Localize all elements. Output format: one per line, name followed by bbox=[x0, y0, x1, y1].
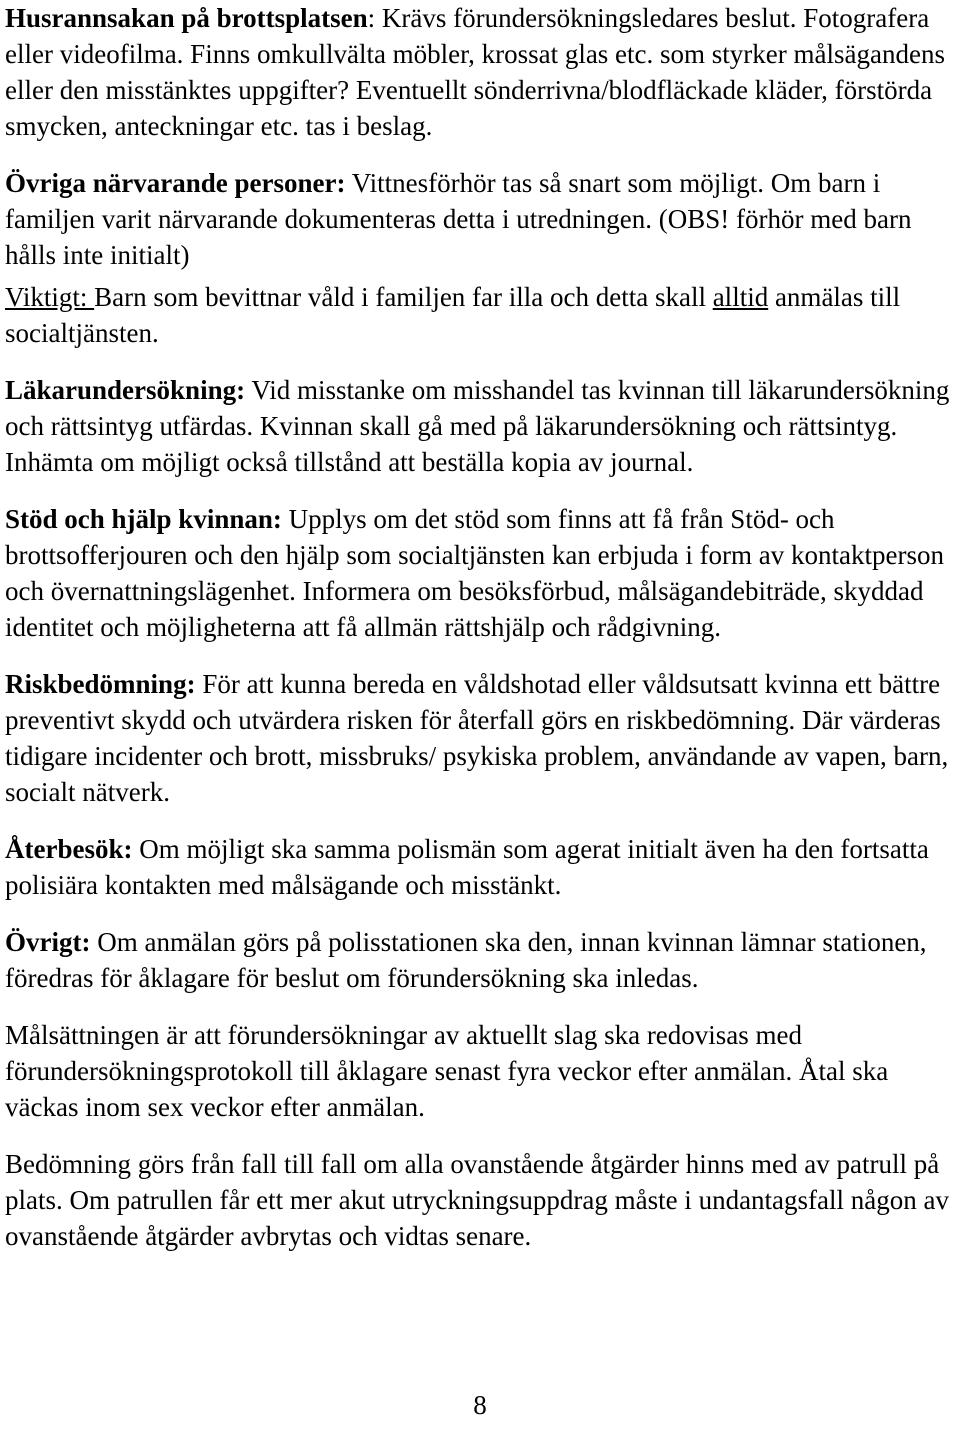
text-risk: För att kunna bereda en våldshotad eller våldsutsatt kvinna ett bättre preventivt skydd och utvärdera risken för återfall görs en riskbedömning. Där värderas tidigare incidenter och brott, missbruks/ psykiska problem, användande av vapen, barn, socialt nätverk. bbox=[5, 669, 949, 807]
heading-others-present: Övriga närvarande personer: bbox=[5, 168, 346, 198]
text-medical-exam: Vid misstanke om misshandel tas kvinnan till läkarundersökning och rättsintyg utfärdas. Kvinnan skall gå med på läkarundersökning och rättsintyg. Inhämta om möjligt också tillstånd att beställa kopia av journal. bbox=[5, 375, 950, 477]
paragraph-risk bbox=[5, 666, 955, 810]
text-goal: Målsättningen är att förundersökningar av aktuellt slag ska redovisas med förundersökningsprotokoll till åklagare senast fyra veckor efter anmälan. Åtal ska väckas inom sex veckor efter anmälan. bbox=[5, 1020, 889, 1122]
heading-medical-exam: Läkarundersökning: bbox=[5, 375, 246, 405]
text-assessment: Bedömning görs från fall till fall om alla ovanstående åtgärder hinns med av patrull på plats. Om patrullen får ett mer akut utryckningsuppdrag måste i undantagsfall någon av ovanstående åtgärder avbrytas och vidtas senare. bbox=[5, 1149, 949, 1251]
paragraph-revisit bbox=[5, 831, 955, 903]
paragraph-important bbox=[5, 279, 955, 351]
heading-crime-scene: Husrannsakan på brottsplatsen bbox=[5, 3, 368, 33]
text-support: Upplys om det stöd som finns att få från Stöd- och brottsofferjouren och den hjälp som socialtjänsten kan erbjuda i form av kontaktperson och övernattningslägenhet. Informera om besöksförbud, målsägandebiträde, skyddad identitet och möjligheterna att få allmän rättshjälp och rådgivning. bbox=[5, 504, 945, 642]
heading-revisit: Återbesök: bbox=[5, 834, 133, 864]
paragraph-others-present bbox=[5, 165, 955, 273]
paragraph-assessment bbox=[5, 1146, 955, 1254]
paragraph-support bbox=[5, 501, 955, 645]
text-revisit: Om möjligt ska samma polismän som agerat initialt även ha den fortsatta polisiära kontakten med målsägande och misstänkt. bbox=[5, 834, 929, 900]
text-other: Om anmälan görs på polisstationen ska den, innan kvinnan lämnar stationen, föredras för åklagare för beslut om förundersökning ska inledas. bbox=[5, 927, 927, 993]
heading-other: Övrigt: bbox=[5, 927, 91, 957]
text-crime-scene: : Krävs förundersökningsledares beslut. Fotografera eller videofilma. Finns omkullvälta möbler, krossat glas etc. som styrker målsägandens eller den misstänktes uppgifter? Eventuellt sönderrivna/blodfläckade kläder, förstörda smycken, anteckningar etc. tas i beslag. bbox=[5, 3, 945, 141]
text-always: alltid bbox=[712, 282, 769, 312]
text-others-present: Vittnesförhör tas så snart som möjligt. Om barn i familjen varit närvarande dokumenteras detta i utredningen. (OBS! förhör med barn hålls inte initialt) bbox=[5, 168, 912, 270]
heading-risk: Riskbedömning: bbox=[5, 669, 196, 699]
text-important-1: Barn som bevittnar våld i familjen far illa och detta skall bbox=[94, 282, 713, 312]
text-important-2: anmälas till socialtjänsten. bbox=[5, 282, 901, 348]
paragraph-medical-exam bbox=[5, 372, 955, 480]
page-number: 8 bbox=[473, 1390, 487, 1420]
important-label: Viktigt: bbox=[5, 282, 95, 312]
paragraph-goal bbox=[5, 1017, 955, 1125]
paragraph-crime-scene bbox=[5, 0, 955, 144]
document-page bbox=[5, 0, 955, 1275]
paragraph-other bbox=[5, 924, 955, 996]
heading-support: Stöd och hjälp kvinnan: bbox=[5, 504, 282, 534]
